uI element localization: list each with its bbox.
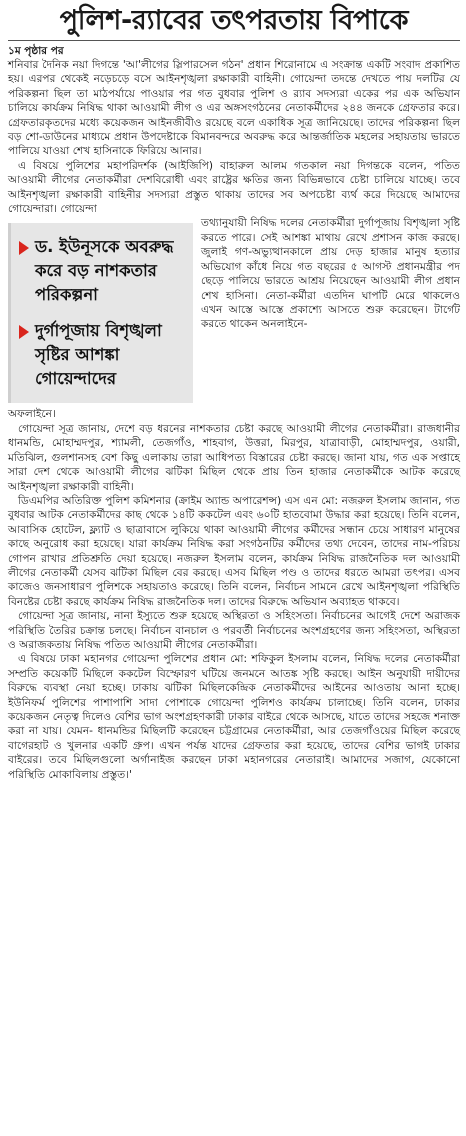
pullquote-text: ড. ইউনূসকে অবরুদ্ধ করে বড় নাশকতার পরিকল্পনা <box>35 237 174 305</box>
pullquote-item <box>19 319 187 391</box>
pullquote-text: দুর্গাপূজায় বিশৃঙ্খলা সৃষ্টির আশঙ্কা গোয়েন্দাদের <box>35 321 162 389</box>
paragraph-body-2: গোয়েন্দা সূত্র জানায়, দেশে বড় ধরনের নাশকতার চেষ্টা করছে আওয়ামী লীগের নেতাকর্মীরা। রাজধানীর ধানমন্ডি, মোহাম্মদপুর, শ্যামলী, তেজগাঁও, শাহবাগ, উত্তরা, মিরপুর, যাত্রাবাড়ী, মোহাম্মদপুর, ওয়ারী, মতিঝিল, গুলশানসহ বেশ কিছু এলাকায় তারা আধিপত্য বিস্তারের চেষ্টা করছে। জানা যায়, গত এক সপ্তাহে সারা দেশ থেকে আওয়ামী লীগের ঝটিকা মিছিল থেকে প্রায় তিন হাজার নেতাকর্মীকে আটক করেছে আইনশৃঙ্খলা রক্ষাকারী বাহিনী। <box>8 422 460 493</box>
pullquote-box <box>8 223 193 403</box>
paragraph-body-4: গোয়েন্দা সূত্র জানায়, নানা ইস্যুতে শুরু হয়েছে অস্থিরতা ও সহিংসতা। নির্বাচনের আগেই দেশে অরাজক পরিস্থিতি তৈরির চক্রান্ত চলছে। নির্বাচন বানচাল ও পরবর্তী নির্বাচনের অংশগ্রহণের জন্য সহিংসতা, অস্থিরতা ও অরাজকতায় নিষিদ্ধ পতিত আওয়ামী লীগের নেতাকর্মীরা। <box>8 610 460 651</box>
newspaper-clipping <box>0 4 466 1136</box>
paragraph-intro-1: শনিবার দৈনিক নয়া দিগন্তে 'আ'লীগের স্লিপারসেল গঠন' প্রধান শিরোনামে এ সংক্রান্ত একটি সংবাদ প্রকাশিত হয়। এরপর থেকেই নড়েচড়ে বসে আইনশৃঙ্খলা রক্ষাকারী বাহিনী। গোয়েন্দা তদন্তে দেখতে পায় দলটির যে পরিকল্পনা ছিল তা মাঠপর্যায়ে পাওয়ার পর গত বুধবার পুলিশ ও র‍্যাব সদস্যরা একের পর এক অভিযান চালিয়ে কার্যক্রম নিষিদ্ধ থাকা আওয়ামী লীগ ও এর অঙ্গসংগঠনের নেতাকর্মীদের ২৪৪ জনকে গ্রেফতার করে। গ্রেফতারকৃতদের মধ্যে কয়েকজন আইনজীবীও রয়েছে বলে একাধিক সূত্র জানিয়েছে। তাদের পরিকল্পনা ছিল বড় শো-ডাউনের মাধ্যমে প্রধান উপদেষ্টাকে বিমানবন্দরে অবরুদ্ধ করে আন্তর্জাতিক মহলের সহায়তায় ভারতে পালিয়ে যাওয়া শেখ হাসিনাকে ফিরিয়ে আনার। <box>8 59 460 158</box>
red-triangle-bullet-icon <box>19 241 29 255</box>
paragraph-body-1: অফলাইনে। <box>8 408 56 421</box>
paragraph-body-5: এ বিষয়ে ঢাকা মহানগর গোয়েন্দা পুলিশের প্রধান মো: শফিকুল ইসলাম বলেন, নিষিদ্ধ দলের নেতাকর্মীরা সম্প্রতি কয়েকটি মিছিলে ককটেল বিস্ফোরণ ঘটিয়ে জনমনে আতঙ্ক সৃষ্টি করছে। আইন অনুযায়ী দায়ীদের বিরুদ্ধে ব্যবস্থা নেয়া হচ্ছে। ঢাকায় ঝটিকা মিছিলকেন্দ্রিক নেতাকর্মীদের আইনের আওতায় আনা হচ্ছে। ইউনিফর্ম পুলিশের পাশাপাশি সাদা পোশাকে গোয়েন্দা পুলিশও কার্যক্রম চালাচ্ছে। তিনি বলেন, ঢাকার কয়েকজন নেতৃত্ব দিলেও বেশির ভাগ অংশগ্রহণকারী ঢাকার বাইরে থেকে আসছে, যাতে তাদের সহজে শনাক্ত করা না যায়। যেমন- ধানমন্ডির মিছিলটি করেছেন চট্টগ্রামের নেতাকর্মীরা, আর তেজগাঁওয়ের মিছিল করেছে বাগেরহাট ও খুলনার একটি গ্রুপ। এখন পর্যন্ত যাদের গ্রেফতার করা হয়েছে, তাদের বেশির ভাগই ঢাকার বাইরের। তবে মিছিলগুলো অর্গানাইজ করছেন ঢাকা মহানগরের নেতারাই। আমাদের সজাগ, যেকোনো পরিস্থিতি মোকাবিলায় প্রস্তুত।' <box>8 653 460 781</box>
headline-rule <box>8 40 460 41</box>
pullquote-item <box>19 235 187 307</box>
headline: পুলিশ-র‍্যাবের তৎপরতায় বিপাকে <box>59 5 409 36</box>
paragraph-intro-2: এ বিষয়ে পুলিশের মহাপরিদর্শক (আইজিপি) বাহারুল আলম গতকাল নয়া দিগন্তকে বলেন, পতিত আওয়ামী লীগের নেতাকর্মীরা দেশবিরোধী এবং রাষ্ট্রের ক্ষতির জন্য বিভিন্নভাবে চেষ্টা চালিয়ে যাচ্ছে। তবে আইনশৃঙ্খলা রক্ষাকারী বাহিনীর সদস্যরা প্রস্তুত থাকায় তাদের সব অপচেষ্টা ব্যর্থ করে দিয়েছে আমাদের গোয়েন্দারা। গোয়েন্দা <box>8 159 460 216</box>
pullquote-section <box>8 216 460 407</box>
paragraph-body-3: ডিএমপির অতিরিক্ত পুলিশ কমিশনার (ক্রাইম অ্যান্ড অপারেশন্স) এস এন মো: নজরুল ইসলাম জানান, গত বুধবার আটক নেতাকর্মীদের কাছ থেকে ১৪টি ককটেল এবং ৬০টি হাতবোমা উদ্ধার করা হয়েছে। তিনি বলেন, আবাসিক হোটেল, ফ্ল্যাট ও ছাত্রাবাসে লুকিয়ে থাকা আওয়ামী লীগের কর্মীদের সন্ধান চেয়ে সাধারণ মানুষের কাছে অনুরোধ করা হয়েছে। যারা কার্যক্রম নিষিদ্ধ করা সংগঠনটির কর্মীদের তথ্য দেবেন, তাদের নাম-পরিচয় গোপন রাখার প্রতিশ্রুতি দেয়া হয়েছে। নজরুল ইসলাম বলেন, কার্যক্রম নিষিদ্ধ রাজনৈতিক দল আওয়ামী লীগের নেতাকর্মী যেসব ঝটিকা মিছিল বের করছে। এসব মিছিল পণ্ড ও তাদের ধরতে আমরা তৎপর। এসব কাজেও জনসাধারণ পুলিশকে সহায়তাও করেছে। তিনি বলেন, নির্বাচন সামনে রেখে আইনশৃঙ্খলা পরিস্থিতি বিনষ্টের চেষ্টা করছে কার্যক্রম নিষিদ্ধ রাজনৈতিক দল। তাদের বিরুদ্ধে অভিযান অব্যাহত থাকবে। <box>8 494 460 608</box>
paragraph-beside-pullquote: তথ্যানুযায়ী নিষিদ্ধ দলের নেতাকর্মীরা দুর্গাপূজায় বিশৃঙ্খলা সৃষ্টি করতে পারে। সেই আশঙ্কা মাথায় রেখে প্রশাসন কাজ করছে। জুলাই গণ-অভ্যুত্থানকালে প্রায় দেড় হাজার মানুষ হত্যার অভিযোগ কাঁধে নিয়ে গত বছরের ৫ আগস্ট প্রধানমন্ত্রীর পদ ছেড়ে পালিয়ে ভারতে আশ্রয় নিয়েছেন আওয়ামী লীগ প্রধান শেখ হাসিনা। নেতা-কর্মীরা এতদিন ঘাপটি মেরে থাকলেও এখন আস্তে আস্তে প্রকাশ্যে আসতে শুরু করেছেন। টার্গেট করতে থাকেন অনলাইনে- <box>201 217 460 331</box>
continued-label: ১ম পৃষ্ঠার পর <box>8 45 64 57</box>
red-triangle-bullet-icon <box>19 325 29 339</box>
